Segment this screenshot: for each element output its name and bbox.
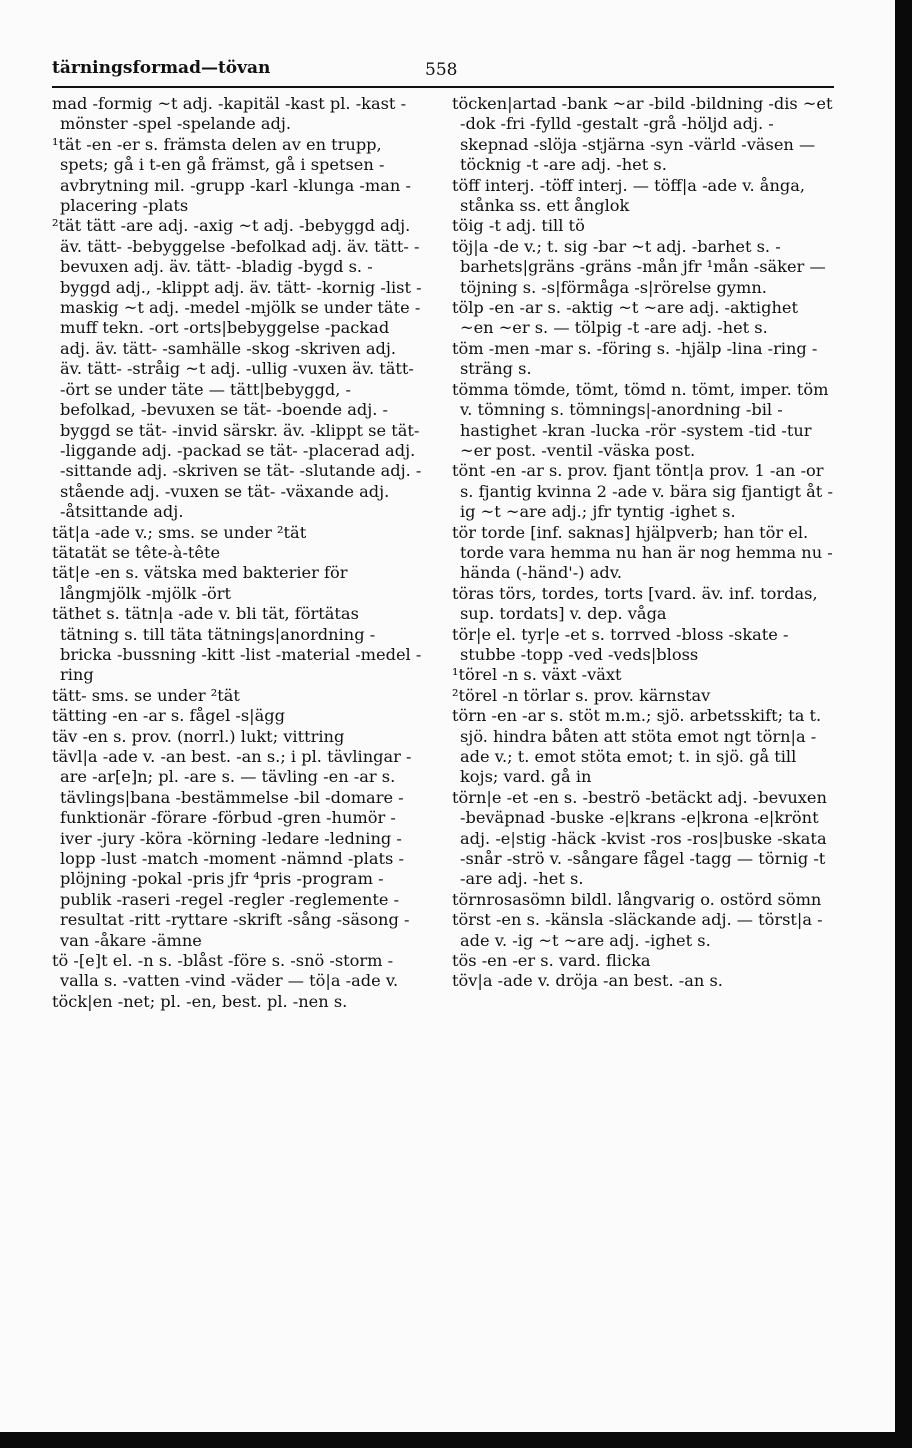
entry-mad-formig: mad -formig ~t adj. -kapitäl -kast pl. -kast -mönster -spel -spelande adj. (52, 94, 407, 134)
entry-toff: töff interj. -töff interj. — töff|a -ade v. ånga, stånka ss. ett ånglok (452, 175, 806, 216)
scan-border-bottom (0, 1432, 912, 1448)
entry-tornrosasomn: törnrosasömn bildl. långvarig o. ostörd sömn (452, 889, 822, 909)
entry-tomma: tömma tömde, tömt, tömd n. tömt, imper. töm v. tömning s. tömnings|-anordning -bil -hastighet -kran -lucka -rör -system -tid -tur ~er post. -ventil -väska post. (452, 379, 829, 460)
entry-tockenartad: töcken|artad -bank ~ar -bild -bildning -dis ~et -dok -fri -fylld -gestalt -grå -höljd adj. -skepnad -slöja -stjärna -syn -värld -väsen — töcknig -t -are adj. -het s. (452, 94, 833, 175)
entry-tata: tät|a -ade v.; sms. se under ²tät (52, 522, 307, 542)
entry-tore: tör|e el. tyr|e -et s. torrved -bloss -skate -stubbe -topp -ved -veds|bloss (452, 624, 789, 664)
entry-tocken: töck|en -net; pl. -en, best. pl. -nen s. (52, 991, 348, 1011)
entry-tat-1: ¹tät -en -er s. främsta delen av en trupp, spets; gå i t-en gå främst, gå i spetsen -avbrytning mil. -grupp -karl -klunga -man -placering -plats (52, 134, 411, 216)
entry-toja: töj|a -de v.; t. sig -bar ~t adj. -barhet s. -barhets|gräns -gräns -mån jfr ¹mån -säker — töjning s. -s|förmåga -s|rörelse gymn. (452, 236, 826, 297)
entry-torne: törn|e -et -en s. -beströ -betäckt adj. -bevuxen -beväpnad -buske -e|krans -e|krona -e|krönt adj. -e|stig -häck -kvist -ros -ros|buske -skata -snår -strö v. -sångare fågel -tagg — törnig -t -are adj. -het s. (452, 787, 827, 889)
entry-tatting: tätting -en -ar s. fågel -s|ägg (52, 706, 286, 726)
entry-torel-1: ¹törel -n s. växt -växt (452, 665, 622, 685)
entry-tat-2: ²tät tätt -are adj. -axig ~t adj. -bebyggd adj. äv. tätt- -bebyggelse -befolkad adj. äv. tätt- -bevuxen adj. äv. tätt- -bladig -bygd s. -byggd adj., -klippt adj. äv. tätt- -kornig -list -maskig ~t adj. -medel -mjölk se under täte -muff tekn. -ort -orts|bebyggelse -packad adj. äv. tätt- -samhälle -skog -skriven adj. äv. tätt- -stråig ~t adj. -ullig -vuxen äv. tätt- -ört se under täte — tätt|bebyggd, -befolkad, -bevuxen se tät- -boende adj. -byggd se tät- -invid särskr. äv. -klippt se tät- -liggande adj. -packad se tät- -placerad adj. -sittande adj. -skriven se tät- -slutande adj. -stående adj. -vuxen se tät- -växande adj. -åtsittande adj. (52, 216, 422, 522)
entry-to: tö -[e]t el. -n s. -blåst -före s. -snö -storm -valla s. -vatten -vind -väder — tö|a -ade v. (52, 951, 399, 991)
entry-torel-2: ²törel -n törlar s. prov. kärnstav (452, 685, 711, 705)
entry-torn: törn -en -ar s. stöt m.m.; sjö. arbetsskift; ta t. sjö. hindra båten att stöta emot ngt törn|a -ade v.; t. emot stöta emot; t. in sjö. gå till kojs; vard. gå in (452, 706, 822, 787)
header-rule (52, 86, 834, 88)
entry-tont: tönt -en -ar s. prov. fjant tönt|a prov. 1 -an -or s. fjantig kvinna 2 -ade v. bära sig fjantigt åt -ig ~t ~are adj.; jfr tyntig -ighet s. (452, 461, 833, 522)
entry-toras: töras törs, tordes, torts [vard. äv. inf. tordas, sup. tordats] v. dep. våga (452, 583, 818, 624)
entry-tatatat: tätatät se tête-à-tête (52, 542, 221, 562)
entry-tatt: tätt- sms. se under ²tät (52, 685, 240, 705)
entry-tathet: täthet s. tätn|a -ade v. bli tät, förtätas tätning s. till täta tätnings|anordning -bricka -bussning -kitt -list -material -medel -ring (52, 604, 422, 685)
entry-tav: täv -en s. prov. (norrl.) lukt; vittring (52, 726, 345, 746)
entry-torst: törst -en s. -känsla -släckande adj. — törst|a -ade v. -ig ~t ~are adj. -ighet s. (452, 910, 823, 950)
entry-tos: tös -en -er s. vard. flicka (452, 951, 651, 971)
entry-tolp: tölp -en -ar s. -aktig ~t ~are adj. -aktighet ~en ~er s. — tölpig -t -are adj. -het s. (452, 298, 798, 338)
entry-tova: töv|a -ade v. dröja -an best. -an s. (452, 971, 723, 991)
running-title: tärningsformad—tövan (52, 58, 271, 78)
right-column (452, 94, 834, 992)
entry-toig: töig -t adj. till tö (452, 216, 585, 236)
entry-tom: töm -men -mar s. -föring s. -hjälp -lina -ring -sträng s. (452, 338, 818, 379)
entry-tavla: tävl|a -ade v. -an best. -an s.; i pl. tävlingar -are -ar[e]n; pl. -are s. — tävling -en -ar s. tävlings|bana -bestämmelse -bil -domare -funktionär -förare -förbud -gren -humör -iver -jury -köra -körning -ledare -ledning -lopp -lust -match -moment -nämnd -plats -plöjning -pokal -pris jfr ⁴pris -program -publik -raseri -regel -regler -reglemente -resultat -ritt -ryttare -skrift -sång -säsong -van -åkare -ämne (52, 747, 412, 950)
entry-tate: tät|e -en s. vätska med bakterier för långmjölk -mjölk -ört (52, 563, 348, 603)
left-column (52, 94, 422, 1012)
entry-tor: tör torde [inf. saknas] hjälpverb; han tör el. torde vara hemma nu han är nog hemma nu -hända (-händ'-) adv. (452, 522, 833, 583)
page-number: 558 (425, 60, 458, 80)
scan-border-right (895, 0, 912, 1448)
